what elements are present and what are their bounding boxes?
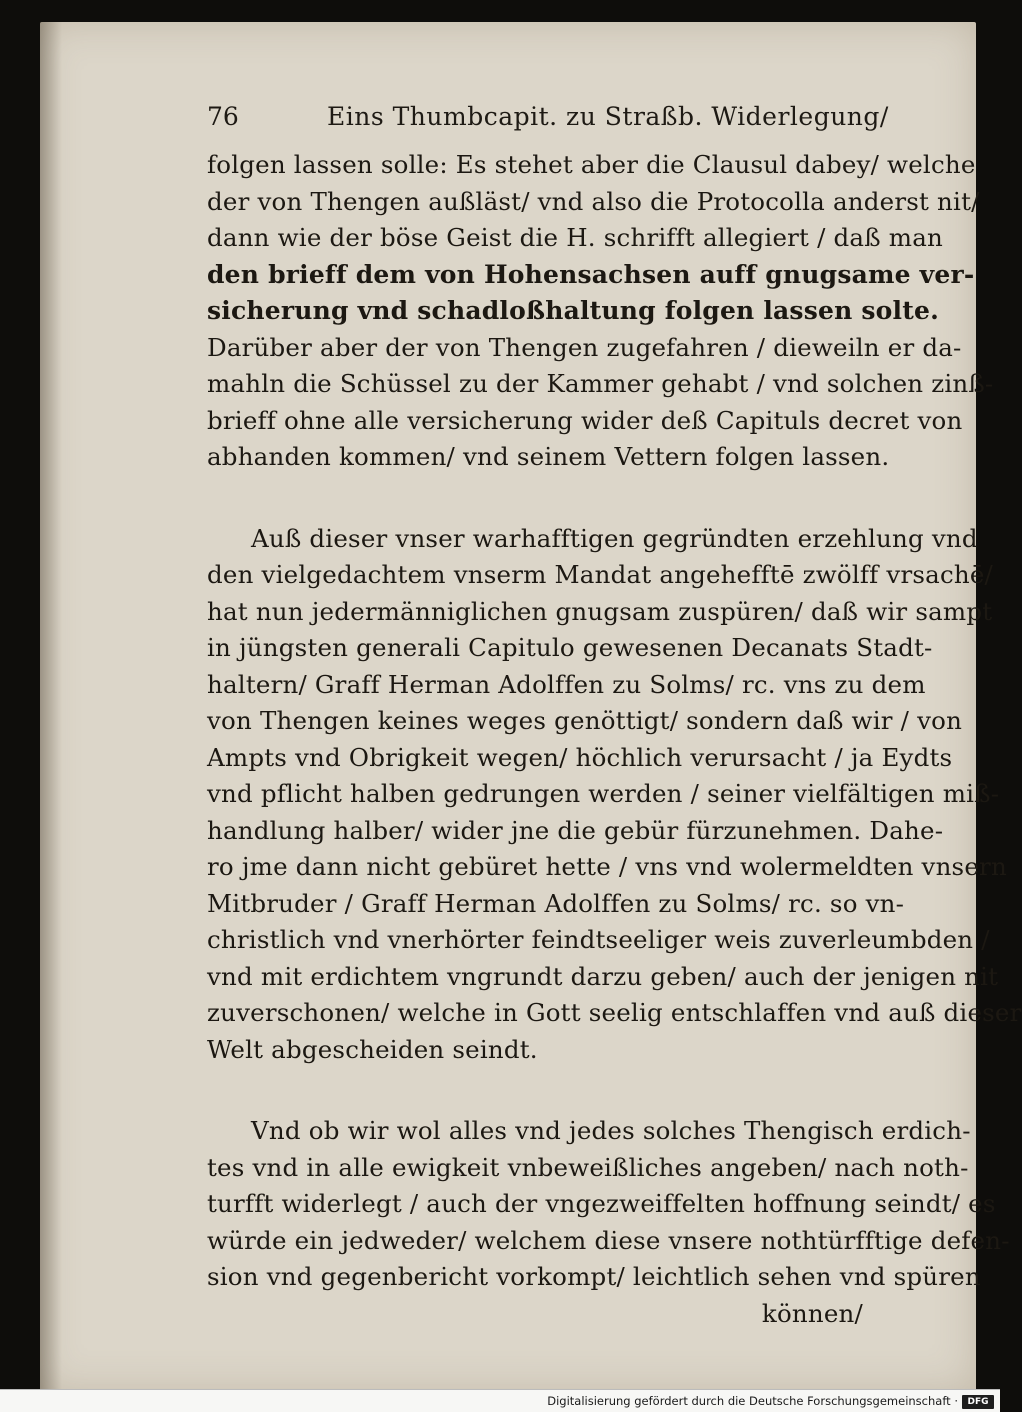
text-line: folgen lassen solle: Es stehet aber die Clausul dabey/ welche [207, 150, 976, 179]
text-line: Mitbruder / Graff Herman Adolffen zu Solms/ rc. so vn- [207, 888, 905, 918]
text-line: in jüngsten generali Capitulo gewesenen Decanats Stadt- [207, 633, 933, 662]
paragraph [207, 1113, 1010, 1332]
text-line: würde ein jedweder/ welchem diese vnsere nothtürfftige defen- [207, 1225, 1010, 1255]
text-line: Vnd ob wir wol alles vnd jedes solches Thengisch erdich- [251, 1116, 971, 1145]
dfg-logo: DFG [962, 1395, 994, 1409]
paragraph-gap [207, 1068, 907, 1113]
text-line: zuverschonen/ welche in Gott seelig entschlaffen vnd auß dieser [207, 998, 1022, 1027]
text-line: abhanden kommen/ vnd seinem Vettern folgen lassen. [207, 442, 890, 471]
text-line: den brieff dem von Hohensachsen auff gnugsame ver- [207, 259, 975, 289]
text-line: vnd mit erdichtem vngrundt darzu geben/ auch der jenigen nit [207, 961, 999, 991]
text-line: Welt abgescheiden seindt. [207, 1034, 538, 1064]
text-line: hat nun jedermänniglichen gnugsam zuspüren/ daß wir sampt [207, 596, 993, 626]
text-line: Ampts vnd Obrigkeit wegen/ höchlich verursacht / ja Eydts [207, 742, 953, 772]
text-line: haltern/ Graff Herman Adolffen zu Solms/ rc. vns zu dem [207, 669, 926, 699]
text-line: von Thengen keines weges genöttigt/ sondern daß wir / von [207, 706, 963, 735]
text-line: mahln die Schüssel zu der Kammer gehabt / vnd solchen zinß- [207, 369, 994, 398]
book-page [40, 22, 1022, 1392]
text-line: tes vnd in alle ewigkeit vnbeweißliches angeben/ nach noth- [207, 1152, 969, 1182]
text-line: Darüber aber der von Thengen zugefahren / dieweiln er da- [207, 332, 962, 362]
running-title: Eins Thumbcapit. zu Straßb. Widerlegung/ [327, 102, 889, 131]
text-line: sion vnd gegenbericht vorkompt/ leichtlich sehen vnd spüren [207, 1262, 981, 1291]
text-line: handlung halber/ wider jne die gebür fürzunehmen. Dahe- [207, 815, 944, 845]
text-line: sicherung vnd schadloßhaltung folgen lassen solte. [207, 296, 939, 325]
text-line: brieff ohne alle versicherung wider deß Capituls decret von [207, 405, 963, 435]
text-line: Auß dieser vnser warhafftigen gegründten erzehlung vnd [251, 523, 978, 553]
catchword: können/ [761, 1298, 863, 1328]
dfg-credit: Digitalisierung gefördert durch die Deutsche Forschungsgemeinschaft · [547, 1394, 958, 1408]
running-header [207, 102, 907, 142]
text-line: der von Thengen außläst/ vnd also die Protocolla anderst nit/ [207, 186, 980, 216]
body-text [207, 147, 1022, 1332]
text-line: ro jme dann nicht gebüret hette / vns vnd wolermeldten vnsern [207, 852, 1007, 881]
page-gutter-shadow [40, 22, 62, 1392]
text-line: den vielgedachtem vnserm Mandat angehefftē zwölff vrsachē/ [207, 560, 994, 589]
text-line: dann wie der böse Geist die H. schrifft allegiert / daß man [207, 223, 943, 252]
text-line: turfft widerlegt / auch der vngezweiffelten hoffnung seindt/ es [207, 1189, 996, 1218]
page-number: 76 [207, 102, 239, 131]
paragraph [207, 521, 1022, 1069]
paragraph [207, 147, 994, 476]
footer-bar [0, 1389, 1000, 1412]
text-line: christlich vnd vnerhörter feindtseeliger weis zuverleumbden / [207, 925, 990, 954]
text-line: vnd pflicht halben gedrungen werden / seiner vielfältigen miß- [207, 779, 1000, 808]
paragraph-gap [207, 476, 907, 521]
